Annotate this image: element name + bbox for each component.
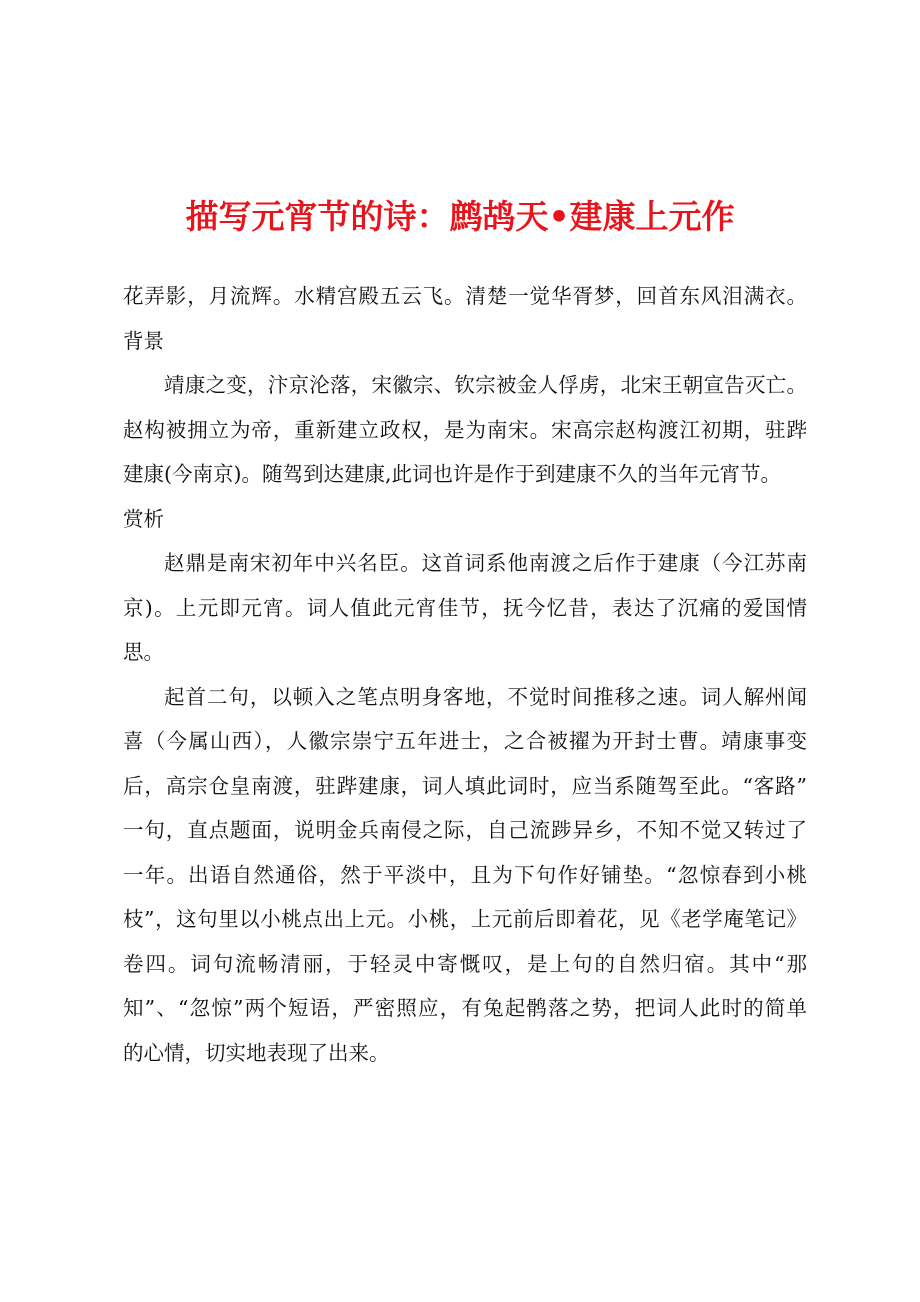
paragraph-line: 赵构被拥立为帝，重新建立政权，是为南宋。宋高宗赵构渡江初期，驻跸 <box>123 417 807 442</box>
paragraph-line: 京)。上元即元宵。词人值此元宵佳节，抚今忆昔，表达了沉痛的爱国情 <box>123 595 807 620</box>
background-heading: 背景 <box>123 328 164 353</box>
paragraph-line: 赵鼎是南宋初年中兴名臣。这首词系他南渡之后作于建康（今江苏南 <box>164 551 807 575</box>
paragraph-line: 一句，直点题面，说明金兵南侵之际，自己流踄异乡，不知不觉又转过了 <box>123 818 807 842</box>
paragraph-line: 后，高宗仓皇南渡，驻跸建康，词人填此词时，应当系随驾至此。“客路” <box>123 773 807 798</box>
document-body <box>123 274 807 1075</box>
paragraph-line: 知”、“忽惊”两个短语，严密照应，有兔起鹘落之势，把词人此时的简单 <box>123 996 807 1020</box>
appreciation-paragraph-1 <box>123 541 807 675</box>
paragraph-line: 一年。出语自然通俗，然于平淡中，且为下句作好铺垫。“忽惊春到小桃 <box>123 862 807 887</box>
paragraph-line: 思。 <box>123 640 164 664</box>
paragraph-line: 起首二句，以顿入之笔点明身客地，不觉时间推移之速。词人解州闻 <box>164 684 807 709</box>
background-paragraph <box>123 363 807 497</box>
paragraph-line: 卷四。词句流畅清丽，于轻灵中寄慨叹，是上句的自然归宿。其中“那 <box>123 951 807 976</box>
page-title: 描写元宵节的诗：鹧鸪天•建康上元作 <box>185 197 735 236</box>
paragraph-line: 靖康之变，汴京沦落，宋徽宗、钦宗被金人俘虏，北宋王朝宣告灭亡。 <box>164 373 807 397</box>
paragraph-line: 的心情，切实地表现了出来。 <box>123 1040 390 1065</box>
appreciation-paragraph-2 <box>123 675 807 1076</box>
paragraph-line: 枝”，这句里以小桃点出上元。小桃，上元前后即着花，见《老学庵笔记》 <box>123 907 807 931</box>
poem-line: 花弄影，月流辉。水精宫殿五云飞。清楚一觉华胥梦，回首东风泪满衣。 <box>123 284 807 308</box>
appreciation-heading: 赏析 <box>123 506 164 531</box>
paragraph-line: 建康(今南京)。随驾到达建康,此词也许是作于到建康不久的当年元宵节。 <box>123 462 782 486</box>
paragraph-line: 喜（今属山西），人徽宗崇宁五年进士，之合被擢为开封士曹。靖康事变 <box>123 729 807 753</box>
